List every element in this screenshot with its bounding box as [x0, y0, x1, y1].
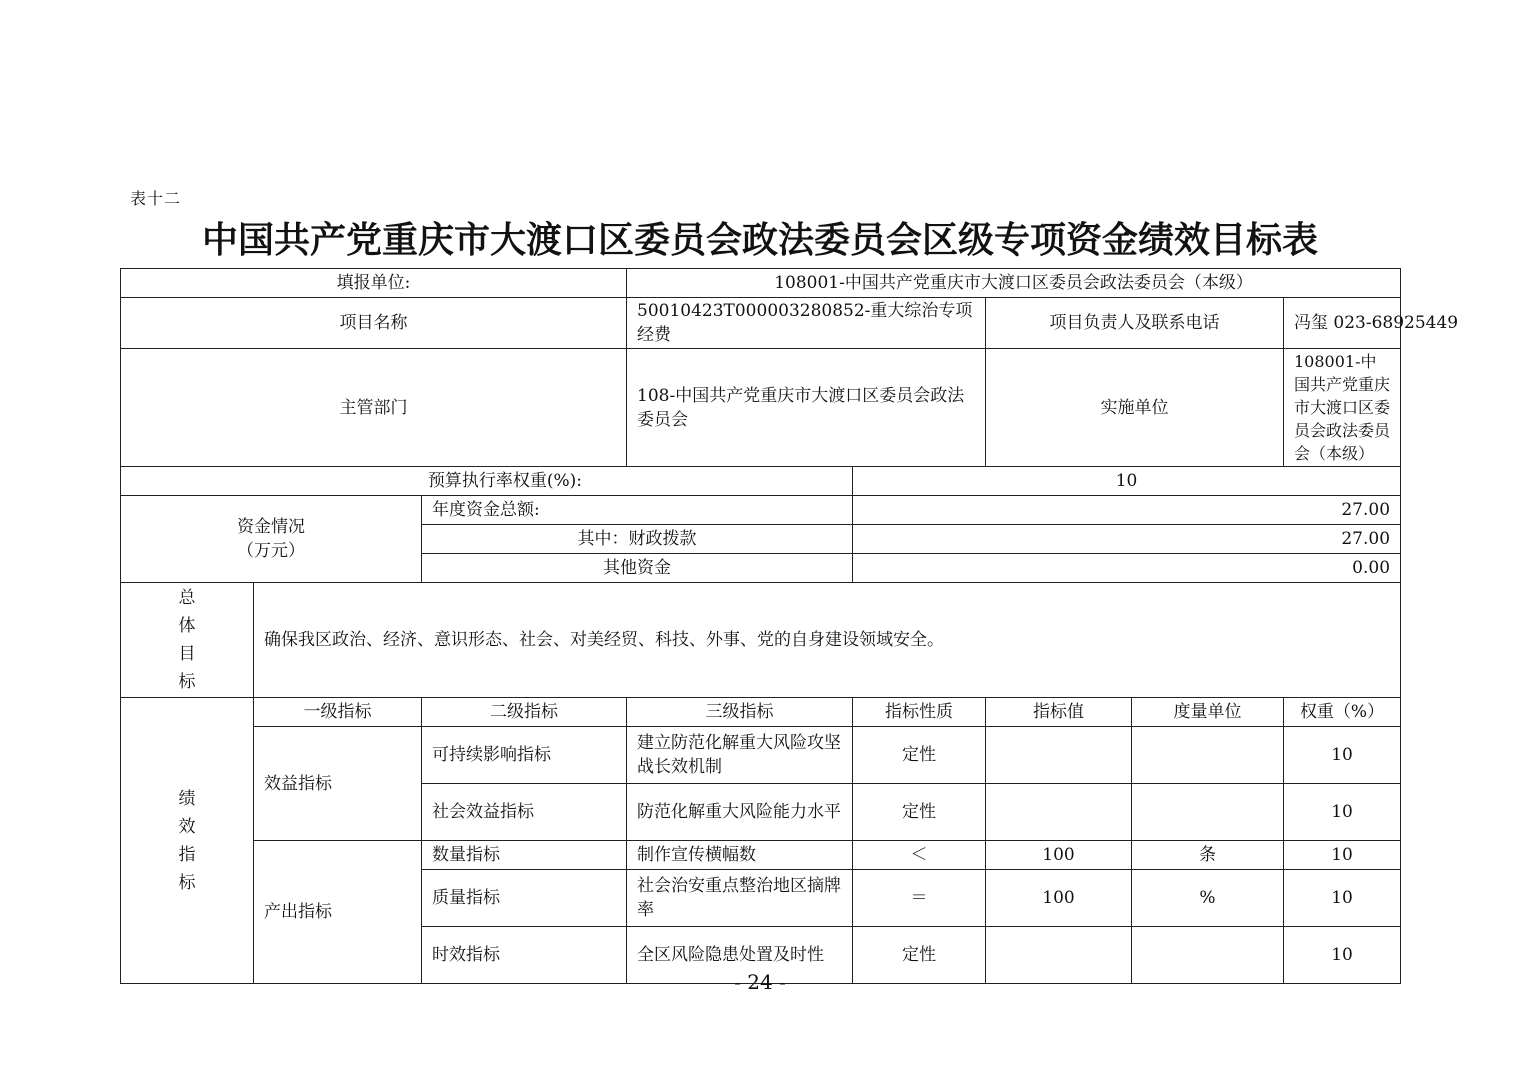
goal-char: 体	[178, 616, 196, 636]
funds-fiscal-value: 27.00	[853, 525, 1401, 554]
contact-value: 冯玺 023-68925449	[1284, 298, 1401, 349]
level2-cell: 时效指标	[422, 927, 627, 984]
goal-char: 总	[178, 588, 196, 608]
weight-cell: 10	[1284, 841, 1401, 870]
goal-char: 目	[178, 644, 196, 664]
header-unit: 度量单位	[1132, 698, 1284, 727]
unit-cell: %	[1132, 870, 1284, 927]
table-row	[121, 841, 1401, 870]
implementing-unit-value: 108001-中国共产党重庆市大渡口区委员会政法委员会（本级）	[1284, 349, 1401, 467]
header-level1: 一级指标	[254, 698, 422, 727]
indicator-header-row	[121, 698, 1401, 727]
department-value: 108-中国共产党重庆市大渡口区委员会政法委员会	[627, 349, 986, 467]
level2-cell: 社会效益指标	[422, 784, 627, 841]
funds-label-line1: 资金情况	[237, 517, 305, 537]
funds-label	[121, 496, 422, 583]
page-number: - 24 -	[734, 970, 786, 994]
weight-cell: 10	[1284, 927, 1401, 984]
performance-target-table	[120, 268, 1459, 984]
level2-cell: 质量指标	[422, 870, 627, 927]
funds-row	[121, 496, 1401, 525]
nature-cell: ＜	[853, 841, 986, 870]
overall-goal-label	[121, 583, 254, 698]
indicator-char: 标	[178, 872, 196, 893]
indicators-label	[121, 698, 254, 984]
overall-goal-text: 确保我区政治、经济、意识形态、社会、对美经贸、科技、外事、党的自身建设领域安全。	[254, 583, 1401, 698]
value-cell: 100	[986, 870, 1132, 927]
funds-total-value: 27.00	[853, 496, 1401, 525]
fill-unit-value: 108001-中国共产党重庆市大渡口区委员会政法委员会（本级）	[627, 269, 1401, 298]
contact-label: 项目负责人及联系电话	[986, 298, 1284, 349]
indicator-char: 效	[178, 816, 196, 837]
level2-cell: 可持续影响指标	[422, 727, 627, 784]
level3-cell: 建立防范化解重大风险攻坚战长效机制	[627, 727, 853, 784]
project-name-label: 项目名称	[121, 298, 627, 349]
overall-goal-row	[121, 583, 1401, 698]
level3-cell: 社会治安重点整治地区摘牌率	[627, 870, 853, 927]
weight-cell: 10	[1284, 727, 1401, 784]
value-cell	[986, 727, 1132, 784]
nature-cell: 定性	[853, 727, 986, 784]
nature-cell: 定性	[853, 927, 986, 984]
value-cell: 100	[986, 841, 1132, 870]
table-number: 表十二	[130, 189, 182, 208]
indicator-char: 绩	[178, 788, 196, 809]
nature-cell: 定性	[853, 784, 986, 841]
unit-cell	[1132, 784, 1284, 841]
department-label: 主管部门	[121, 349, 627, 467]
header-weight: 权重（%）	[1284, 698, 1401, 727]
indicator-char: 指	[178, 844, 196, 865]
level3-cell: 全区风险隐患处置及时性	[627, 927, 853, 984]
level1-output: 产出指标	[254, 841, 422, 984]
funds-fiscal-label: 其中：财政拨款	[422, 525, 853, 554]
level3-cell: 防范化解重大风险能力水平	[627, 784, 853, 841]
implementing-unit-label: 实施单位	[986, 349, 1284, 467]
goal-char: 标	[178, 672, 196, 692]
budget-rate-row	[121, 467, 1401, 496]
budget-rate-value: 10	[853, 467, 1401, 496]
value-cell	[986, 784, 1132, 841]
header-level2: 二级指标	[422, 698, 627, 727]
project-name-value: 50010423T000003280852-重大综治专项经费	[627, 298, 986, 349]
document-title: 中国共产党重庆市大渡口区委员会政法委员会区级专项资金绩效目标表	[201, 220, 1318, 261]
header-value: 指标值	[986, 698, 1132, 727]
level3-cell: 制作宣传横幅数	[627, 841, 853, 870]
weight-cell: 10	[1284, 784, 1401, 841]
project-name-row	[121, 298, 1401, 349]
fill-unit-label: 填报单位:	[121, 269, 627, 298]
department-row	[121, 349, 1401, 467]
weight-cell: 10	[1284, 870, 1401, 927]
budget-rate-label: 预算执行率权重(%):	[121, 467, 853, 496]
header-level3: 三级指标	[627, 698, 853, 727]
nature-cell: ＝	[853, 870, 986, 927]
funds-label-line2: （万元）	[237, 541, 305, 561]
funds-other-value: 0.00	[853, 554, 1401, 583]
header-nature: 指标性质	[853, 698, 986, 727]
table-row	[121, 727, 1401, 784]
fill-unit-row	[121, 269, 1401, 298]
funds-total-label: 年度资金总额:	[422, 496, 853, 525]
level2-cell: 数量指标	[422, 841, 627, 870]
unit-cell: 条	[1132, 841, 1284, 870]
level1-benefit: 效益指标	[254, 727, 422, 841]
unit-cell	[1132, 727, 1284, 784]
funds-other-label: 其他资金	[422, 554, 853, 583]
